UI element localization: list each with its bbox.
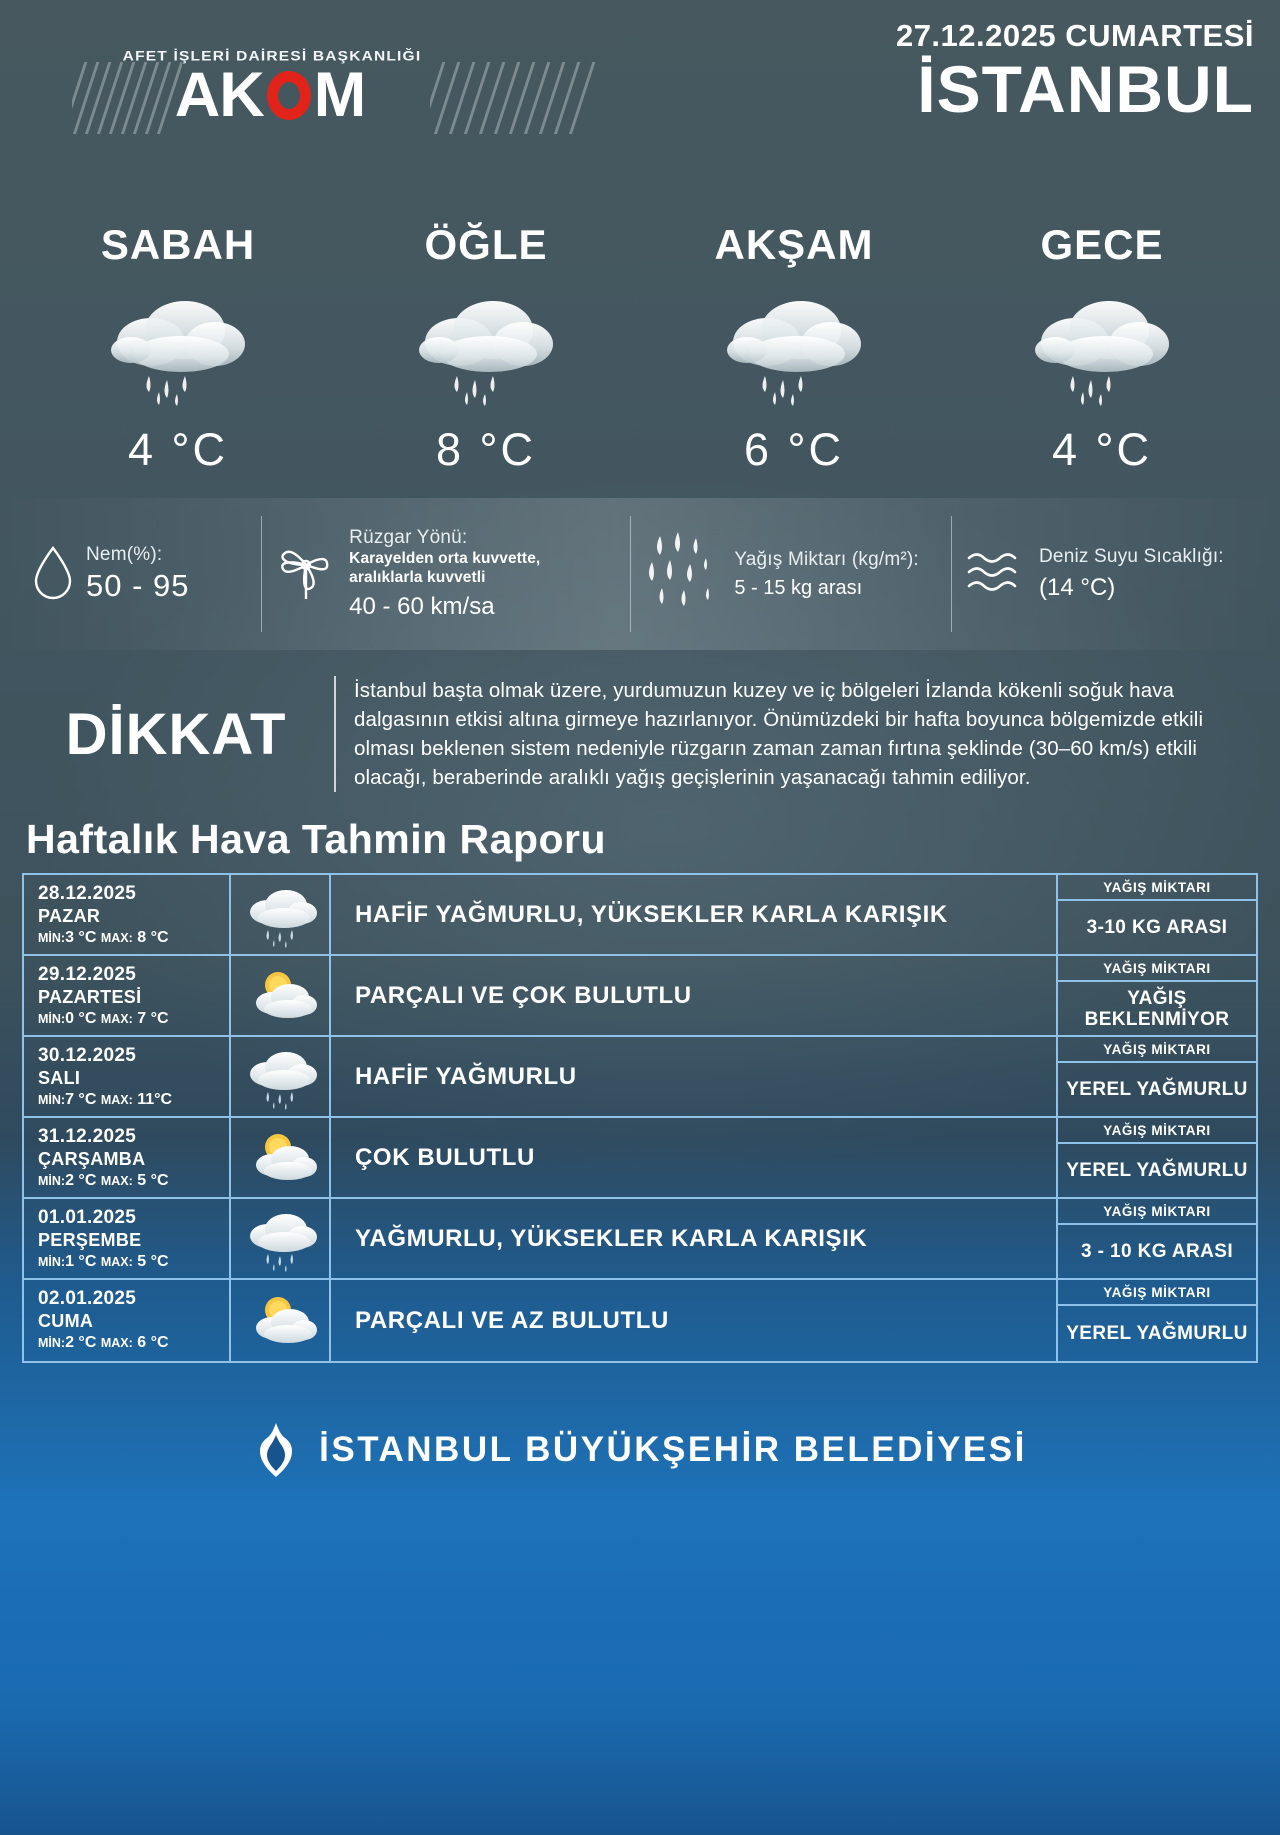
rain-cloud-icon [24,277,332,422]
max-label: MAX: [100,1093,133,1108]
raindrops-icon [644,528,722,621]
metric-sea-text [1039,546,1224,602]
daypart-sabah [24,221,332,476]
rain-header: YAĞIŞ MİKTARI [1058,875,1256,901]
daypart-aksam [640,221,948,476]
max-label: MAX: [100,1012,133,1027]
forecast-date: 30.12.2025 [38,1045,137,1067]
forecast-rain-cell [1058,1280,1256,1361]
daypart-label: GECE [1040,221,1164,268]
forecast-description: ÇOK BULUTLU [331,1118,1058,1197]
stripe [489,62,524,134]
warning-text: İstanbul başta olmak üzere, yurdumuzun kuzey ve iç bölgeleri İzlanda kökenli soğuk hava dalgasının etkisi altına girmeye hazırlanıyor. Önümüzdeki bir hafta boyunca bölgemizde etkili olması beklenen sistem nedeniyle rüzgarın zaman zaman fırtına şeklinde (30–60 km/s) etkili olacağı, beraberinde aralıklı yağış geçişlerinin yaşanacağı tahmin ediliyor. [334,676,1254,792]
max-label: MAX: [100,1255,133,1270]
rain-value: YEREL YAĞMURLU [1066,1079,1248,1101]
metric-sea-title: Deniz Suyu Sıcaklığı: [1039,546,1224,567]
akom-logo-o-ring-icon [264,68,314,123]
max-label: MAX: [100,1336,133,1351]
forecast-day: ÇARŞAMBA [38,1149,146,1170]
rain-header: YAĞIŞ MİKTARI [1058,1199,1256,1225]
ibb-tulip-icon [253,1421,299,1479]
forecast-date-cell [24,1037,231,1116]
stripe [444,62,479,134]
metric-rain-title: Yağış Miktarı (kg/m²): [734,548,919,570]
max-value: 6 °C [137,1334,169,1352]
forecast-rain-cell [1058,1118,1256,1197]
weekly-forecast-title: Haftalık Hava Tahmin Raporu [26,816,607,863]
metrics-bar [0,498,1280,650]
forecast-minmax [38,1091,229,1109]
table-row [24,1118,1256,1199]
metric-sea-value: (14 °C) [1039,574,1116,601]
forecast-description: YAĞMURLU, YÜKSEKLER KARLA KARIŞIK [331,1199,1058,1278]
max-value: 11°C [137,1091,173,1109]
forecast-description: PARÇALI VE ÇOK BULUTLU [331,956,1058,1035]
forecast-day: CUMA [38,1311,94,1332]
table-row [24,956,1256,1037]
min-value: 7 °C [65,1091,97,1109]
metric-rain-value: 5 - 15 kg arası [734,576,863,599]
rain-value: YAĞIŞ BEKLENMİYOR [1084,987,1230,1030]
forecast-minmax [38,929,229,947]
forecast-date: 01.01.2025 [38,1207,137,1229]
forecast-minmax [38,1010,229,1028]
sun-cloud-icon [231,956,331,1035]
forecast-date-cell [24,956,231,1035]
min-value: 3 °C [65,929,97,947]
forecast-minmax [38,1334,229,1352]
min-value: 1 °C [65,1253,97,1271]
metric-humidity-title: Nem(%): [86,544,163,565]
forecast-date-cell [24,1118,231,1197]
daypart-label: ÖĞLE [424,221,548,268]
forecast-minmax [38,1253,229,1271]
forecast-date: 31.12.2025 [38,1126,137,1148]
metric-rain-text [734,549,919,600]
footer [0,1421,1280,1479]
table-row [24,1199,1256,1280]
water-drop-icon [32,544,74,605]
sun-cloud-icon [231,1280,331,1361]
forecast-day: PAZAR [38,906,101,927]
table-row [24,875,1256,956]
daypart-temperature: 4 °C [127,424,229,475]
rain-cloud-icon [231,1037,331,1116]
forecast-rain-cell [1058,1037,1256,1116]
min-label: MİN: [38,1093,66,1108]
weekly-forecast-table [22,873,1258,1363]
forecast-rain-cell [1058,1199,1256,1278]
min-label: MİN: [38,1255,66,1270]
metric-humidity-text [86,544,190,604]
max-label: MAX: [100,931,133,946]
max-label: MAX: [100,1174,133,1189]
rain-cloud-icon [640,277,948,422]
metric-wind [261,514,630,634]
pinwheel-icon [275,537,337,612]
rain-header: YAĞIŞ MİKTARI [1058,1280,1256,1306]
forecast-day: PERŞEMBE [38,1230,142,1251]
rain-header: YAĞIŞ MİKTARI [1058,1118,1256,1144]
daypart-label: AKŞAM [714,221,874,268]
warning-section [0,650,1280,802]
metric-wind-value: 40 - 60 km/sa [349,593,495,621]
stripe [549,62,584,134]
forecast-date-cell [24,1199,231,1278]
report-date: 27.12.2025 CUMARTESİ [895,18,1254,53]
metric-humidity [18,514,261,634]
akom-logo-ak: AK [174,60,264,130]
forecast-date: 02.01.2025 [38,1288,137,1310]
akom-logo-subtitle: AFET İŞLERİ DAİRESİ BAŞKANLIĞI [122,48,422,65]
footer-text: İSTANBUL BÜYÜKŞEHİR BELEDİYESİ [319,1430,1027,1470]
stripe [564,62,599,134]
table-row [24,1037,1256,1118]
rain-value: YEREL YAĞMURLU [1066,1160,1248,1182]
header-right [895,18,1254,126]
forecast-rain-cell [1058,875,1256,954]
akom-logo [100,48,430,130]
rain-cloud-icon [231,1199,331,1278]
metric-wind-text [349,527,540,622]
min-label: MİN: [38,1336,66,1351]
daypart-ogle [332,221,640,476]
city-name: İSTANBUL [917,52,1254,126]
stripe [534,62,569,134]
min-label: MİN: [38,931,66,946]
daypart-temperature: 6 °C [743,424,845,475]
stripe [504,62,539,134]
header [0,0,1280,185]
metric-wind-sub1: Karayelden orta kuvvette, [349,549,541,567]
max-value: 5 °C [137,1172,169,1190]
stripe [459,62,494,134]
forecast-description: HAFİF YAĞMURLU [331,1037,1058,1116]
daypart-label: SABAH [100,221,256,268]
daypart-temperature: 8 °C [435,424,537,475]
max-value: 5 °C [137,1253,169,1271]
forecast-description: HAFİF YAĞMURLU, YÜKSEKLER KARLA KARIŞIK [331,875,1058,954]
rain-header: YAĞIŞ MİKTARI [1058,1037,1256,1063]
waves-icon [965,546,1027,603]
metric-sea-temperature [951,514,1262,634]
forecast-day: PAZARTESİ [38,987,142,1008]
min-value: 2 °C [65,1334,97,1352]
stripe [430,62,464,134]
min-value: 2 °C [65,1172,97,1190]
rain-cloud-icon [948,277,1256,422]
stripe [519,62,554,134]
min-label: MİN: [38,1174,66,1189]
rain-header: YAĞIŞ MİKTARI [1058,956,1256,982]
forecast-date-cell [24,1280,231,1361]
rain-cloud-icon [231,875,331,954]
sun-cloud-icon [231,1118,331,1197]
decorative-stripes-right [430,62,600,134]
daypart-gece [948,221,1256,476]
max-value: 8 °C [137,929,169,947]
rain-cloud-icon [332,277,640,422]
metric-wind-sub2: aralıklarla kuvvetli [349,569,486,586]
rain-value: 3-10 KG ARASI [1086,917,1228,939]
rain-value: YEREL YAĞMURLU [1066,1323,1248,1345]
forecast-date: 28.12.2025 [38,883,137,905]
forecast-date: 29.12.2025 [38,964,137,986]
akom-logo-wordmark [100,60,430,130]
min-value: 0 °C [65,1010,97,1028]
rain-value: 3 - 10 KG ARASI [1080,1241,1234,1263]
warning-heading: DİKKAT [65,701,287,767]
table-row [24,1280,1256,1361]
metric-humidity-value: 50 - 95 [86,568,190,603]
forecast-rain-cell [1058,956,1256,1035]
forecast-day: SALI [38,1068,81,1089]
forecast-minmax [38,1172,229,1190]
forecast-description: PARÇALI VE AZ BULUTLU [331,1280,1058,1361]
min-label: MİN: [38,1012,66,1027]
metric-wind-title: Rüzgar Yönü: [349,526,468,548]
max-value: 7 °C [137,1010,169,1028]
forecast-date-cell [24,875,231,954]
dayparts-row [0,221,1280,476]
metric-rain [630,514,951,634]
akom-logo-m: M [313,60,366,130]
daypart-temperature: 4 °C [1051,424,1153,475]
stripe [474,62,509,134]
